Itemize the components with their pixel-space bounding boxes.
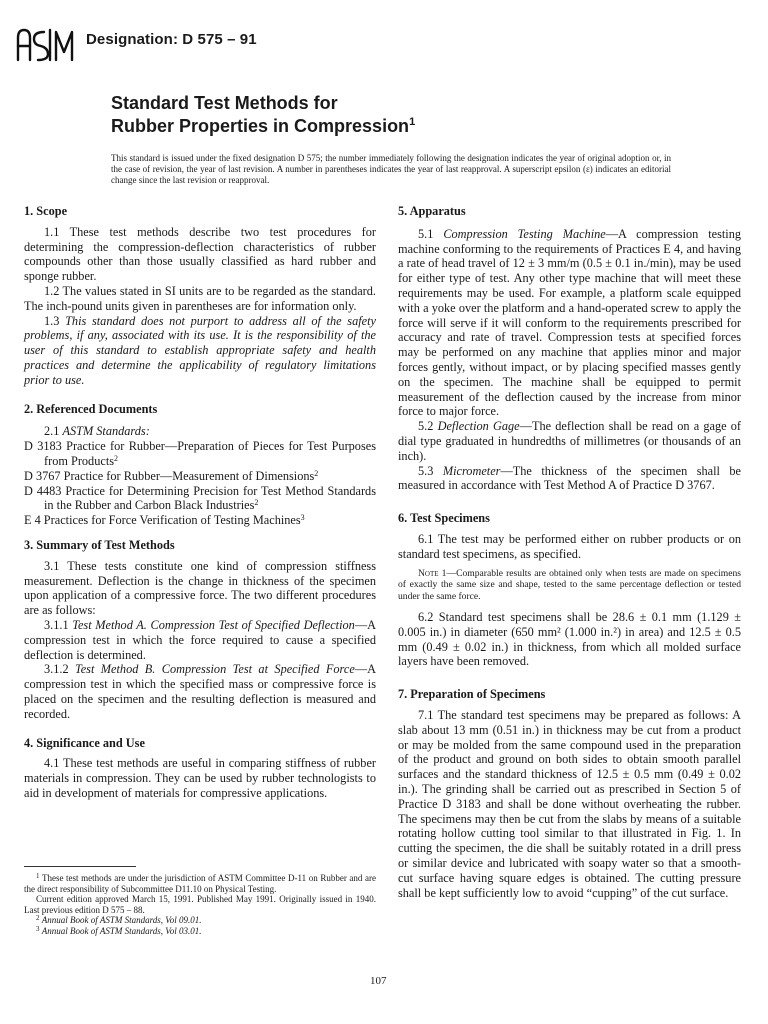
left-column xyxy=(24,204,376,801)
astm-logo xyxy=(14,26,78,64)
para-1-1: 1.1 These test methods describe two test procedures for determining the compression-deflection characteristics of rubber compounds other than those usually classified as hard rubber and sponge rubber. xyxy=(24,224,376,284)
para-7-1: 7.1 The standard test specimens may be prepared as follows: A slab about 13 mm (0.51 in.) in thickness may be cut from a product or may be molded from the same compound used in the preparation of the product and ground on both sides to obtain smooth parallel surfaces and the standard thickness of 12.5 ± 0.5 mm (0.49 ± 0.02 in.). The grinding shall be carried out as prescribed in Section 5 of Practice D 3183 and shall be done without overheating the rubber. The specimens may then be cut from the slabs by means of a suitable rotating hollow cutting tool similar to that illustrated in Fig. 1. In cutting the specimen, the die shall be suitably rotated in a drill press or similar device and lubricated with soapy water so that a smooth-cut surface having square edges is obtained. The cutting pressure shall be kept sufficiently low to avoid “cupping” of the cut surface. xyxy=(398,708,741,900)
ref-text: D 4483 Practice for Determining Precision for Test Method Standards in the Rubber and Carbon Black Industries xyxy=(24,483,376,513)
method-title: Test Method B. Compression Test at Specified Force xyxy=(75,662,355,677)
footnote-ref: 2 xyxy=(254,498,259,508)
para-number: 1.3 xyxy=(44,313,60,328)
footnote-2 xyxy=(24,915,376,926)
para-1-2: 1.2 The values stated in SI units are to be regarded as the standard. The inch-pound units given in parentheses are for information only. xyxy=(24,283,376,313)
footnote-divider xyxy=(24,866,136,867)
ref-text: E 4 Practices for Force Verification of Testing Machines xyxy=(24,513,301,528)
ref-e4 xyxy=(24,513,376,528)
para-number: 5.2 xyxy=(418,419,434,434)
footnote-3 xyxy=(24,926,376,937)
section-5-heading: 5. Apparatus xyxy=(398,204,466,218)
page-number: 107 xyxy=(370,975,387,987)
section-6-heading: 6. Test Specimens xyxy=(398,511,490,526)
para-3-1-1 xyxy=(24,618,376,662)
section-7-heading: 7. Preparation of Specimens xyxy=(398,687,546,702)
para-5-1 xyxy=(398,227,741,419)
para-4-1: 4.1 These test methods are useful in comparing stiffness of rubber materials in compression. They can be used by rubber technologists to aid in development of materials for compressive applications. xyxy=(24,756,376,800)
title-text: Rubber Properties in Compression xyxy=(111,116,410,136)
ref-d3183 xyxy=(24,439,376,469)
method-title: Test Method A. Compression Test of Specified Deflection xyxy=(72,617,355,632)
apparatus-text: —The thickness of the specimen shall be measured in accordance with Test Method A of Practice D 3767. xyxy=(398,463,741,493)
para-6-2: 6.2 Standard test specimens shall be 28.6 ± 0.1 mm (1.129 ± 0.005 in.) in diameter (650 mm² (1.000 in.²) in area) and 12.5 ± 0.5 mm (0.49 ± 0.02 in.) in thickness, from which all molded surface layers have been removed. xyxy=(398,610,741,669)
right-column xyxy=(398,204,741,900)
footnote-text: These test methods are under the jurisdiction of ASTM Committee D-11 on Rubber and are the direct responsibility of Subcommittee D11.10 on Physical Testing. xyxy=(24,873,377,894)
safety-statement: This standard does not purport to address all of the safety problems, if any, associated with its use. It is the responsibility of the user of this standard to establish appropriate safety and health practices and determine the applicability of regulatory limitations prior to use. xyxy=(24,313,376,387)
footnote-mark: 2 xyxy=(36,914,40,923)
para-5-2 xyxy=(398,419,741,463)
apparatus-title: Compression Testing Machine xyxy=(443,226,606,241)
note-text: —Comparable results are obtained only when tests are made on specimens of exactly the same size and shape, tested to the same percentage deflection or tested under the same force. xyxy=(398,567,741,602)
footnote-mark: 3 xyxy=(36,924,40,933)
method-text: —A compression test in which the force required to cause a specified deflection is determined. xyxy=(24,617,376,662)
para-1-3 xyxy=(24,314,376,388)
apparatus-title: Deflection Gage xyxy=(437,419,520,434)
para-3-1: 3.1 These tests constitute one kind of compression stiffness measurement. Deflection is the change in thickness of the specimen upon application of a compressive force. The two different procedures are as follows: xyxy=(24,558,376,618)
ref-text: D 3183 Practice for Rubber—Preparation of Pieces for Test Purposes from Products xyxy=(24,439,376,468)
para-5-3 xyxy=(398,464,741,494)
apparatus-title: Micrometer xyxy=(442,463,501,478)
apparatus-text: —A compression testing machine conforming to the requirements of Practices E 4, and having a rate of head travel of 12 ± 3 mm/m (0.5 ± 0.1 in./min), may be used for either type of test. Any other type machine that will meet these requirements may be used. For example, a platform scale equipped with a yoke over the platform and a hand-operated screw to apply the force will serve if it will conform to the requirements prescribed for accuracy and rate of travel. Compression tests at specified forces may be performed on any machine that applies minor and major forces gently, without impact, or by placing specified masses gently on the specimen. The machine shall be equipped to permit measurement of the deflection caused by the increase from minor force to major force. xyxy=(398,226,742,419)
astm-logo-icon xyxy=(14,26,78,64)
para-number: 3.1.2 xyxy=(44,662,69,677)
note-1 xyxy=(398,568,741,603)
footnote-text: Annual Book of ASTM Standards, Vol 03.01. xyxy=(41,925,202,936)
section-4-heading: 4. Significance and Use xyxy=(24,735,145,750)
subsection-title: ASTM Standards: xyxy=(62,424,150,439)
para-6-1: 6.1 The test may be performed either on rubber products or on standard test specimens, as specified. xyxy=(398,531,741,561)
para-2-1 xyxy=(24,424,376,439)
footnote-ref: 3 xyxy=(300,513,305,523)
footnote-text: Annual Book of ASTM Standards, Vol 09.01. xyxy=(41,915,202,926)
designation: Designation: D 575 – 91 xyxy=(86,31,257,48)
footnote-ref: 2 xyxy=(314,468,319,478)
title-footnote-ref: 1 xyxy=(409,116,416,128)
ref-d4483 xyxy=(24,484,376,514)
section-2-heading: 2. Referenced Documents xyxy=(24,401,158,416)
footnotes xyxy=(24,873,376,937)
footnote-ref: 2 xyxy=(114,453,119,463)
ref-d3767 xyxy=(24,469,376,484)
method-text: —A compression test in which the specified mass or compressive force is placed on the specimen and the resulting deflection is measured and recorded. xyxy=(24,662,376,721)
footnote-mark: 1 xyxy=(36,872,40,880)
title-line-1: Standard Test Methods for xyxy=(111,93,338,113)
ref-text: D 3767 Practice for Rubber—Measurement of Dimensions xyxy=(24,468,315,483)
note-label: Note 1 xyxy=(418,567,447,579)
para-number: 5.3 xyxy=(418,463,434,478)
para-3-1-2 xyxy=(24,662,376,721)
para-number: 3.1.1 xyxy=(44,617,69,632)
footnote-1-edition: Current edition approved March 15, 1991. Published May 1991. Originally issued in 1940. Last previous edition D 575 – 88. xyxy=(24,894,376,915)
title-line-2 xyxy=(111,116,415,137)
footnote-1 xyxy=(24,873,376,894)
section-1-heading: 1. Scope xyxy=(24,204,68,218)
para-number: 2.1 xyxy=(44,424,60,439)
section-3-heading: 3. Summary of Test Methods xyxy=(24,537,175,552)
standard-intro-note: This standard is issued under the fixed designation D 575; the number immediately following the designation indicates the year of original adoption or, in the case of revision, the year of last revision. A number in parentheses indicates the year of last reapproval. A superscript epsilon (ε) indicates an editorial change since the last revision or reapproval. xyxy=(111,153,671,185)
para-number: 5.1 xyxy=(418,226,434,241)
apparatus-text: —The deflection shall be read on a gage of dial type graduated in hundredths of millimetres (or thousands of an inch). xyxy=(398,419,742,463)
